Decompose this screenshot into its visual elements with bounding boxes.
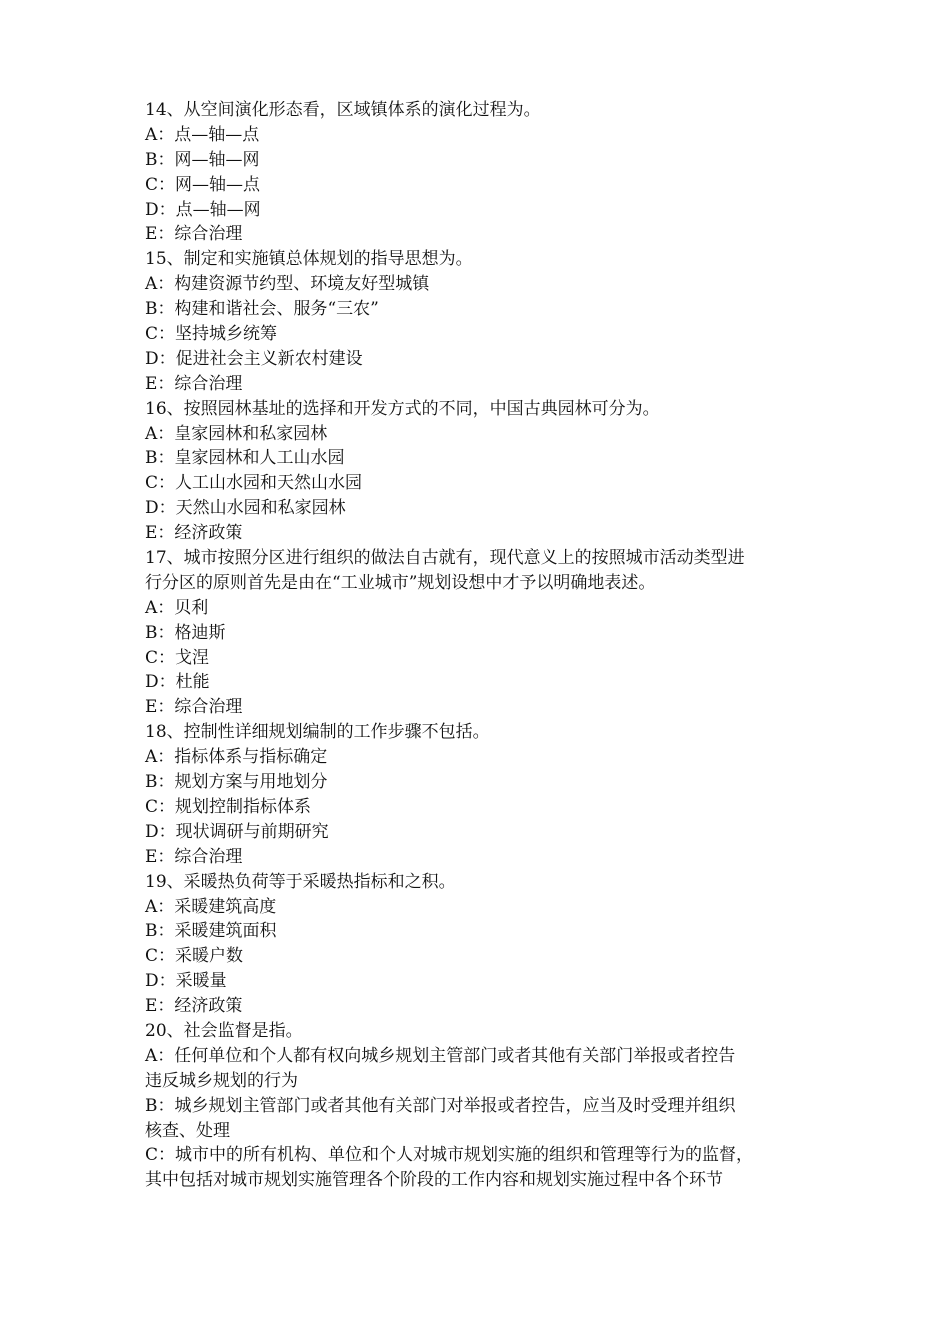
question-15-stem: 15、制定和实施镇总体规划的指导思想为。	[145, 249, 473, 270]
question-18-option-c: C：规划控制指标体系	[145, 796, 312, 817]
question-19-option-e: E：经济政策	[145, 996, 243, 1017]
question-15-option-e: E：综合治理	[145, 373, 243, 394]
question-17-option-c: C：戈涅	[145, 647, 210, 668]
question-20-option-c-line-2: 其中包括对城市规划实施管理各个阶段的工作内容和规划实施过程中各个环节	[145, 1170, 723, 1191]
question-18-option-a: A：指标体系与指标确定	[145, 747, 328, 768]
question-16-option-b: B：皇家园林和人工山水园	[145, 448, 345, 469]
question-15-option-d: D：促进社会主义新农村建设	[145, 348, 363, 369]
question-20-stem: 20、社会监督是指。	[145, 1020, 303, 1041]
question-20-option-c-line-1: C：城市中的所有机构、单位和个人对城市规划实施的组织和管理等行为的监督，	[145, 1145, 754, 1166]
question-16-option-a: A：皇家园林和私家园林	[145, 423, 328, 444]
question-20-option-a-line-2: 违反城乡规划的行为	[145, 1070, 298, 1091]
question-16-option-e: E：经济政策	[145, 523, 243, 544]
question-18-option-e: E：综合治理	[145, 846, 243, 867]
question-19-option-c: C：采暖户数	[145, 946, 244, 967]
question-19-option-d: D：采暖量	[145, 971, 227, 992]
question-18-option-d: D：现状调研与前期研究	[145, 821, 329, 842]
question-14-option-d: D：点—轴—网	[145, 199, 261, 220]
question-list	[145, 98, 813, 1193]
question-16-stem: 16、按照园林基址的选择和开发方式的不同，中国古典园林可分为。	[145, 398, 660, 419]
question-15-option-a: A：构建资源节约型、环境友好型城镇	[145, 274, 430, 295]
question-17-option-a: A：贝利	[145, 597, 209, 618]
question-14-option-a: A：点—轴—点	[145, 124, 260, 145]
question-18-stem: 18、控制性详细规划编制的工作步骤不包括。	[145, 722, 490, 743]
question-18-option-b: B：规划方案与用地划分	[145, 772, 328, 793]
question-15-option-c: C：坚持城乡统筹	[145, 324, 278, 345]
question-14-option-b: B：网—轴—网	[145, 149, 260, 170]
question-14-stem: 14、从空间演化形态看，区域镇体系的演化过程为。	[145, 100, 541, 120]
question-19-option-a: A：采暖建筑高度	[145, 896, 277, 917]
question-16-option-d: D：天然山水园和私家园林	[145, 498, 346, 519]
question-14-option-c: C：网—轴—点	[145, 174, 261, 195]
question-15-option-b: B：构建和谐社会、服务“三农”	[145, 299, 379, 320]
question-17-option-e: E：综合治理	[145, 697, 243, 718]
question-19-option-b: B：采暖建筑面积	[145, 921, 277, 942]
question-17-option-b: B：格迪斯	[145, 622, 226, 643]
question-14-option-e: E：综合治理	[145, 224, 243, 245]
question-20-option-a-line-1: A：任何单位和个人都有权向城乡规划主管部门或者其他有关部门举报或者控告	[145, 1045, 736, 1066]
question-17-stem-line-1: 17、城市按照分区进行组织的做法自古就有，现代意义上的按照城市活动类型进	[145, 548, 745, 569]
question-16-option-c: C：人工山水园和天然山水园	[145, 473, 363, 494]
question-20-option-b-line-1: B：城乡规划主管部门或者其他有关部门对举报或者控告，应当及时受理并组织	[145, 1095, 736, 1116]
question-20-option-b-line-2: 核查、处理	[145, 1120, 230, 1141]
question-17-option-d: D：杜能	[145, 672, 210, 693]
question-17-stem-line-2: 行分区的原则首先是由在“工业城市”规划设想中才予以明确地表述。	[145, 572, 656, 593]
question-19-stem: 19、采暖热负荷等于采暖热指标和之积。	[145, 871, 456, 892]
